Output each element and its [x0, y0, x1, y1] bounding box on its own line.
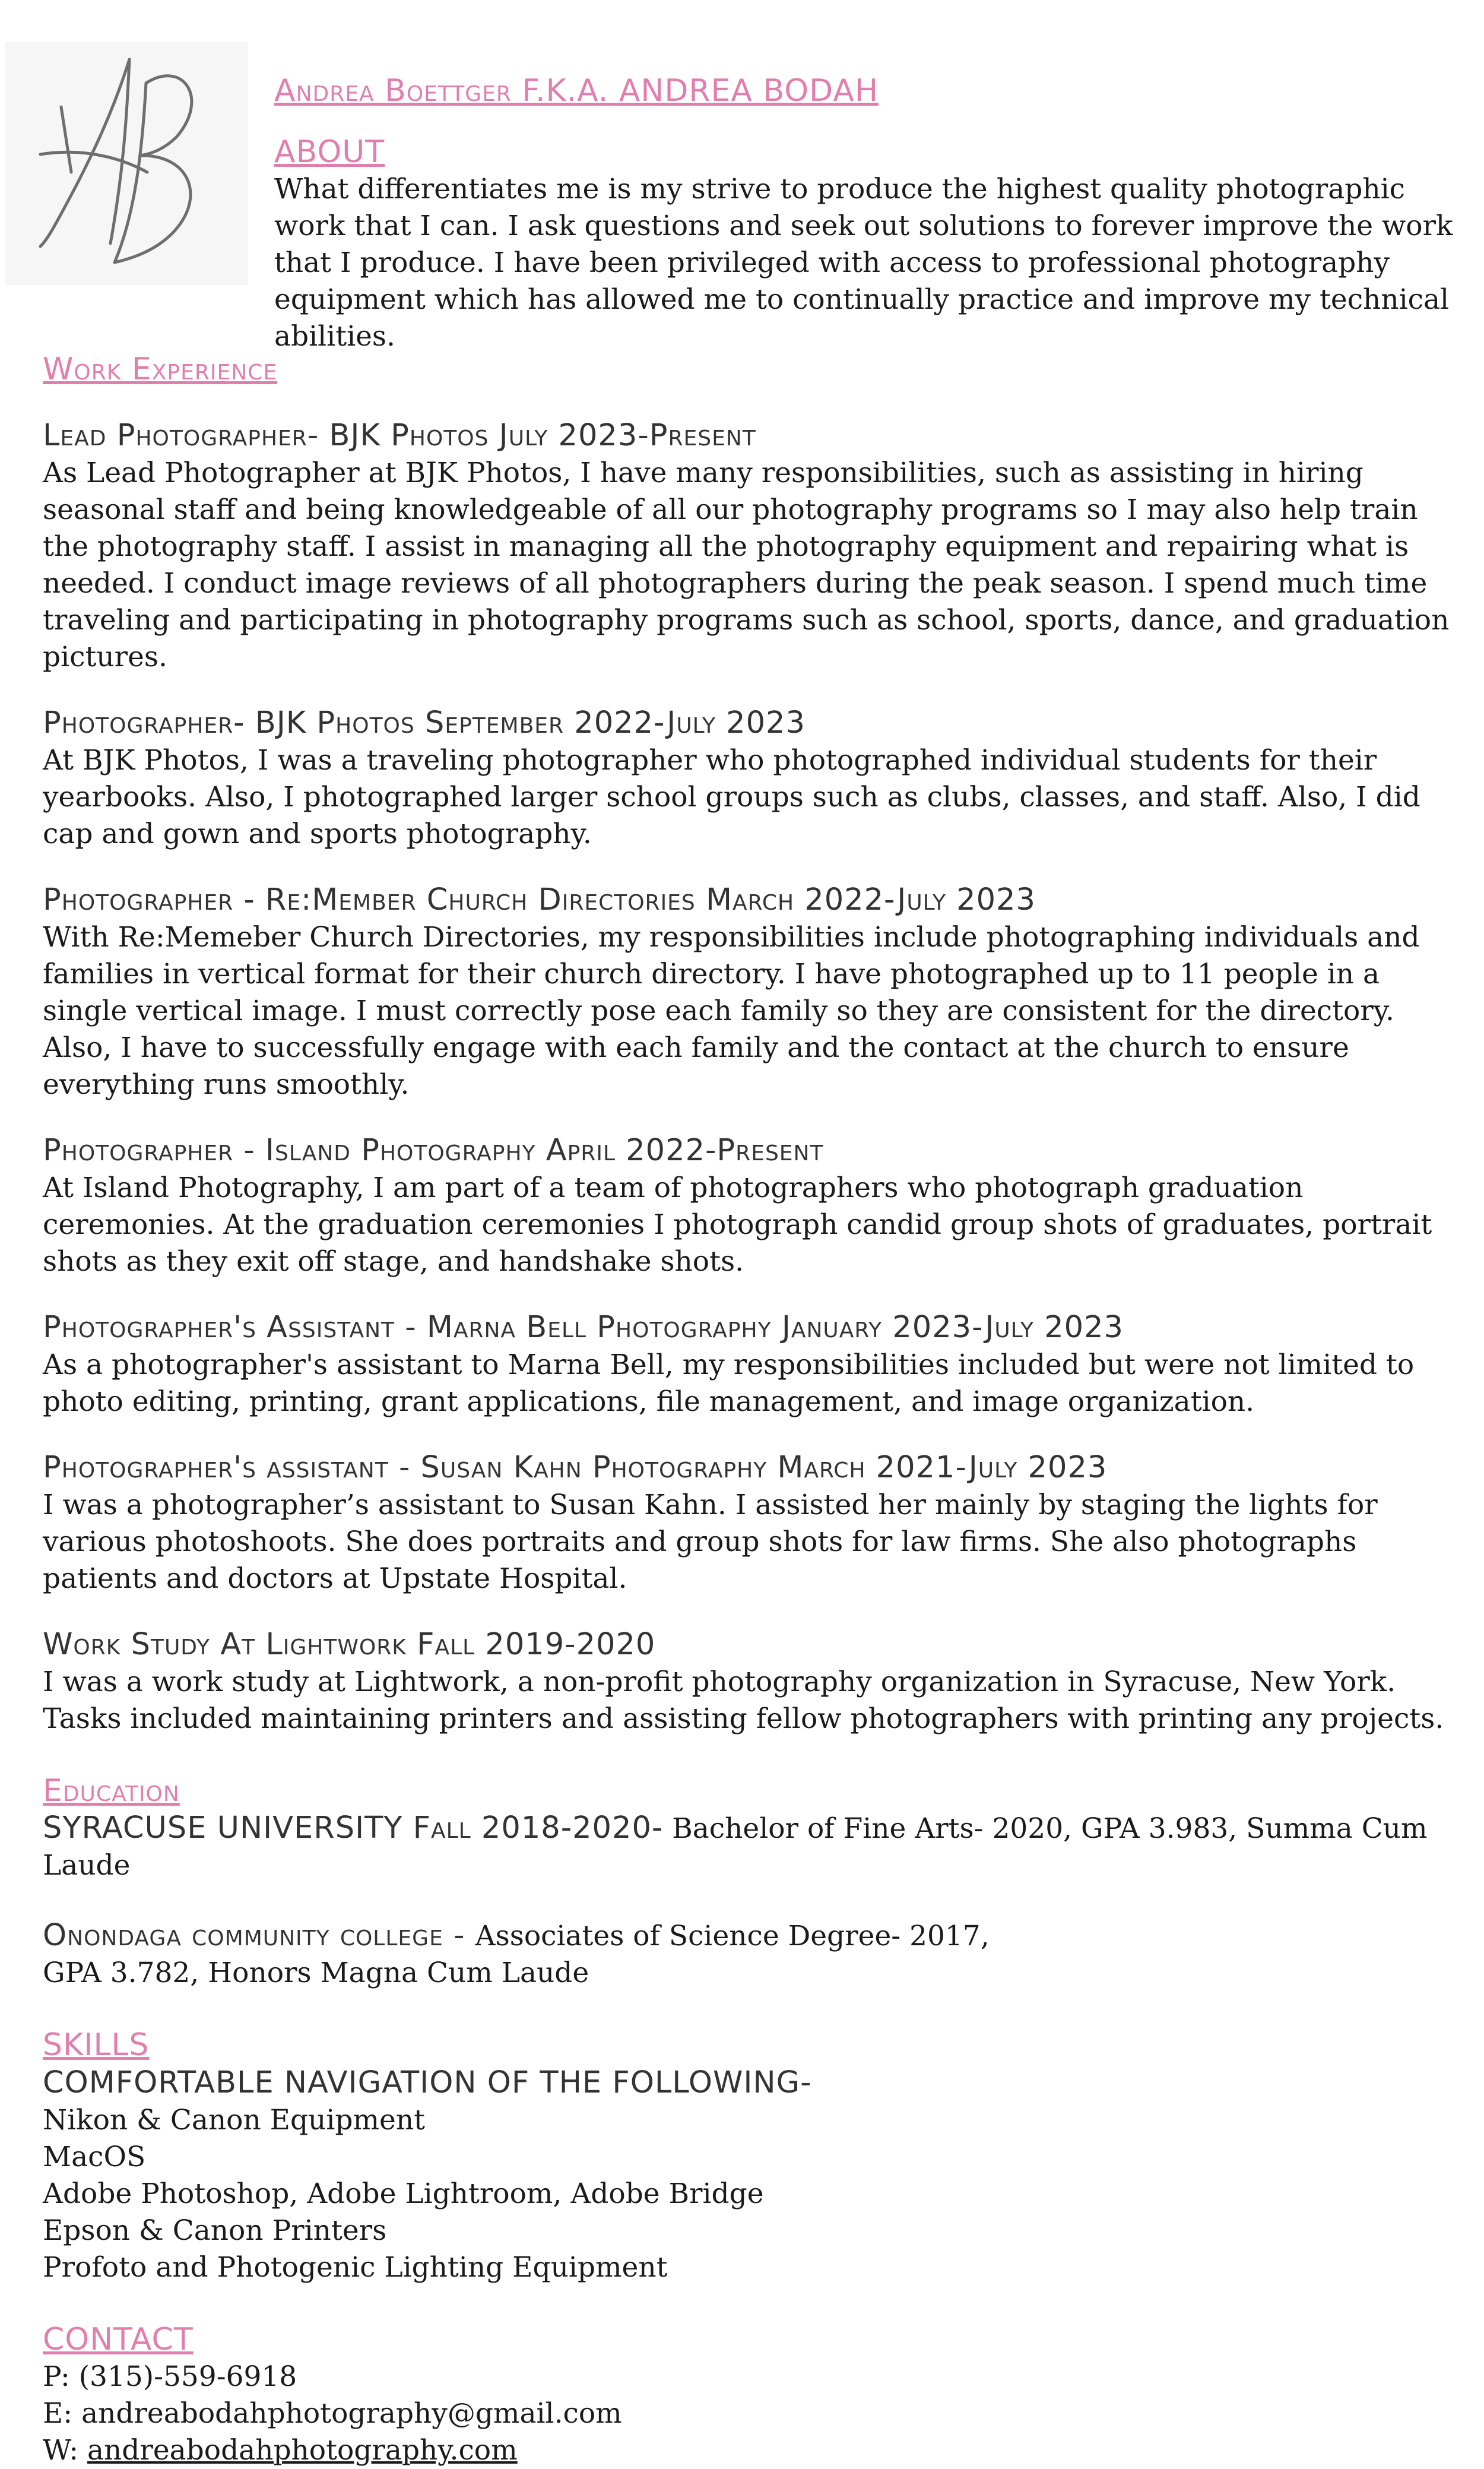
work-experience-heading: Work Experience: [43, 352, 278, 387]
job-title: Photographer - Island Photography April 2022-Present: [43, 1133, 824, 1168]
about-text: What differentiates me is my strive to produce the highest quality photographic work that I can. I ask questions and seek out solutions to forever improve the work that I produce. I have been privileged with access to professional photography equipment which has allowed me to continually practice and improve my technical abilities.: [274, 173, 1453, 353]
job-description: As Lead Photographer at BJK Photos, I have many responsibilities, such as assisting in hiring seasonal staff and being knowledgeable of all our photography programs so I may also help train the photography staff. I assist in managing all the photography equipment and repairing what is needed. I conduct image reviews of all photographers during the peak season. I spend much time traveling and participating in photography programs such as school, sports, dance, and graduation pictures.: [43, 457, 1450, 673]
skill-item: Epson & Canon Printers: [43, 2214, 387, 2247]
education-school: Onondaga community college -: [43, 1918, 475, 1953]
skill-item: Nikon & Canon Equipment: [43, 2104, 426, 2136]
contact-details: [43, 2359, 1467, 2469]
education-school: SYRACUSE UNIVERSITY Fall 2018-2020-: [43, 1810, 664, 1846]
skill-item: MacOS: [43, 2141, 146, 2173]
job-entry: [43, 1309, 1467, 1420]
contact-phone: P: (315)-559-6918: [43, 2360, 297, 2393]
main-content: [43, 350, 1467, 2469]
about-heading: ABOUT: [274, 134, 385, 170]
education-detail-line2: GPA 3.782, Honors Magna Cum Laude: [43, 1957, 589, 1989]
job-title: Lead Photographer- BJK Photos July 2023-Present: [43, 418, 756, 453]
header: [274, 70, 1473, 355]
skills-list: [43, 2102, 1467, 2286]
skills-subheading: COMFORTABLE NAVIGATION OF THE FOLLOWING-: [43, 2065, 812, 2100]
job-title: Photographer - Re:Member Church Directories March 2022-July 2023: [43, 882, 1036, 917]
ab-logo: [5, 42, 248, 285]
job-description: With Re:Memeber Church Directories, my responsibilities include photographing individuals and families in vertical format for their church directory. I have photographed up to 11 people in a single vertical image. I must correctly pose each family so they are consistent for the directory. Also, I have to successfully engage with each family and the contact at the church to ensure everything runs smoothly.: [43, 921, 1420, 1101]
skill-item: Adobe Photoshop, Adobe Lightroom, Adobe Bridge: [43, 2177, 764, 2210]
job-title: Work Study At Lightwork Fall 2019-2020: [43, 1627, 656, 1662]
skill-item: Profoto and Photogenic Lighting Equipment: [43, 2251, 668, 2284]
job-description: At BJK Photos, I was a traveling photographer who photographed individual students for their yearbooks. Also, I photographed larger school groups such as clubs, classes, and staff. Also, I did cap and gown and sports photography.: [43, 744, 1420, 850]
job-description: As a photographer's assistant to Marna Bell, my responsibilities included but were not limited to photo editing, printing, grant applications, file management, and image organization.: [43, 1349, 1415, 1418]
contact-website-line: [43, 2432, 1467, 2469]
contact-heading: CONTACT: [43, 2322, 194, 2357]
website-link[interactable]: andreabodahphotography.com: [87, 2434, 518, 2467]
job-entry: [43, 704, 1467, 853]
ab-monogram-icon: [5, 42, 248, 285]
skills-heading: SKILLS: [43, 2027, 150, 2063]
job-entry: [43, 881, 1467, 1103]
education-detail: Associates of Science Degree- 2017,: [475, 1920, 990, 1952]
job-entry: [43, 1132, 1467, 1280]
job-description: I was a work study at Lightwork, a non-profit photography organization in Syracuse, New York. Tasks included maintaining printers and assisting fellow photographers with printing any projects.: [43, 1666, 1444, 1735]
job-title: Photographer's assistant - Susan Kahn Photography March 2021-July 2023: [43, 1450, 1108, 1485]
education-entry: [43, 1917, 1467, 1992]
job-entry: [43, 417, 1467, 676]
contact-email: E: andreabodahphotography@gmail.com: [43, 2397, 622, 2430]
job-title: Photographer's Assistant - Marna Bell Photography January 2023-July 2023: [43, 1310, 1124, 1345]
contact-website-prefix: W:: [43, 2434, 87, 2467]
job-entry: [43, 1449, 1467, 1597]
resume-name: Andrea Boettger F.K.A. ANDREA BODAH: [274, 73, 879, 109]
education-entry: [43, 1810, 1467, 1884]
job-description: At Island Photography, I am part of a team of photographers who photograph graduation ceremonies. At the graduation ceremonies I photograph candid group shots of graduates, portrait shots as they exit off stage, and handshake shots.: [43, 1172, 1432, 1278]
education-detail: Bachelor of Fine Arts- 2020, GPA 3.983, Summa Cum Laude: [43, 1812, 1428, 1882]
job-title: Photographer- BJK Photos September 2022-July 2023: [43, 705, 806, 740]
job-description: I was a photographer’s assistant to Susan Kahn. I assisted her mainly by staging the lights for various photoshoots. She does portraits and group shots for law firms. She also photographs patients and doctors at Upstate Hospital.: [43, 1489, 1378, 1595]
job-entry: [43, 1626, 1467, 1737]
education-heading: Education: [43, 1773, 180, 1809]
